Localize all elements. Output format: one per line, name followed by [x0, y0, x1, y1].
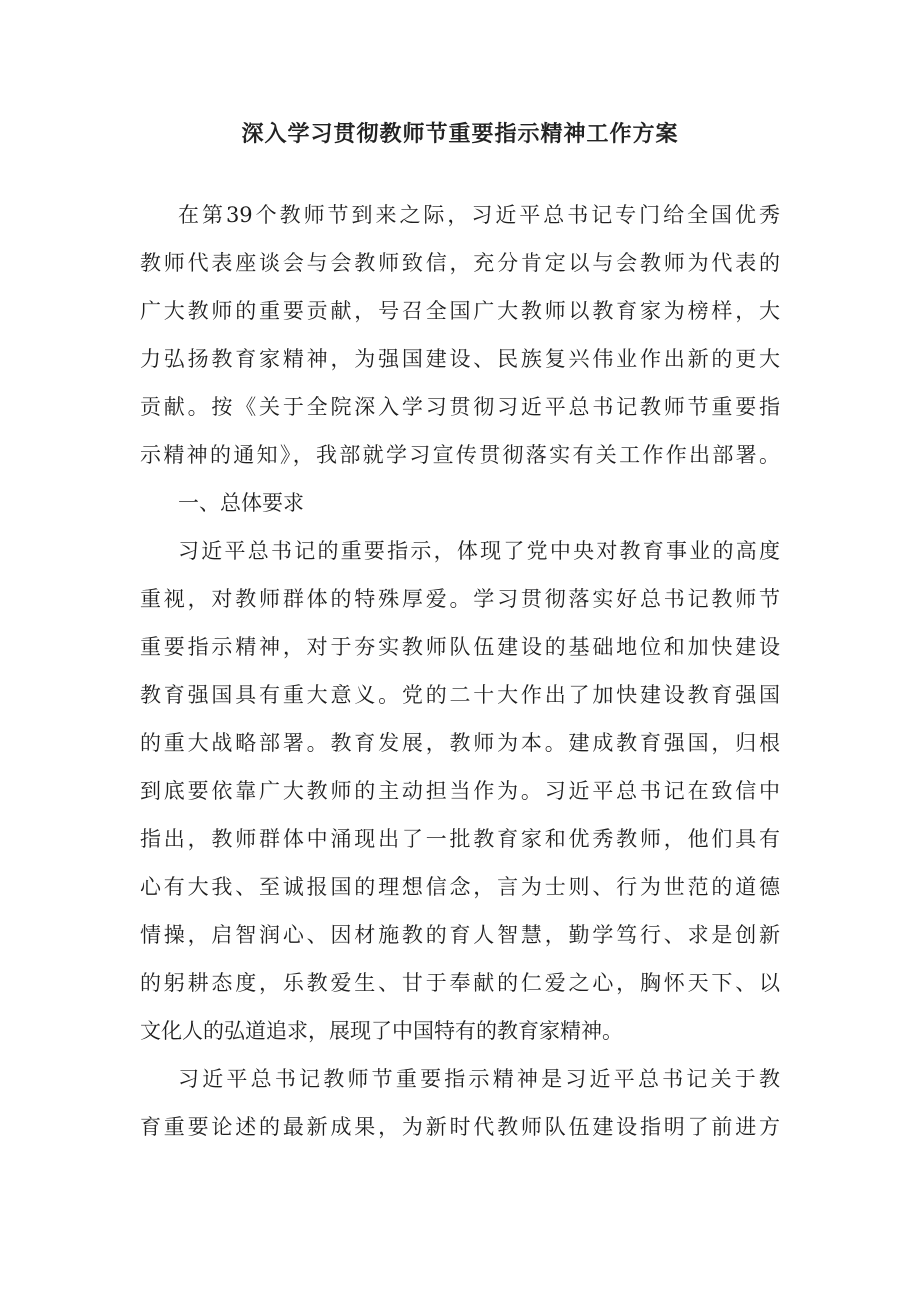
paragraph-line: 心有大我、至诚报国的理想信念，言为士则、行为世范的道德: [140, 875, 780, 899]
paragraph-line: 广大教师的重要贡献，号召全国广大教师以教育家为榜样，大: [140, 299, 780, 323]
paragraph-line: 教育强国具有重大意义。党的二十大作出了加快建设教育强国: [140, 683, 780, 707]
paragraph-line: 贡献。按《关于全院深入学习贯彻习近平总书记教师节重要指: [140, 395, 780, 419]
paragraph-line: 重视，对教师群体的特殊厚爱。学习贯彻落实好总书记教师节: [140, 587, 780, 611]
paragraph-line: 情操，启智润心、因材施教的育人智慧，勤学笃行、求是创新: [140, 923, 780, 947]
paragraph-line: 在第39个教师节到来之际，习近平总书记专门给全国优秀: [178, 203, 780, 227]
paragraph-line: 习近平总书记的重要指示，体现了党中央对教育事业的高度: [178, 539, 780, 563]
paragraph-line: 重要指示精神，对于夯实教师队伍建设的基础地位和加快建设: [140, 635, 780, 659]
paragraph-line: 习近平总书记教师节重要指示精神是习近平总书记关于教: [178, 1067, 780, 1091]
paragraph-line: 指出，教师群体中涌现出了一批教育家和优秀教师，他们具有: [140, 827, 780, 851]
paragraph-line: 文化人的弘道追求，展现了中国特有的教育家精神。: [140, 1019, 623, 1043]
document-title: 深入学习贯彻教师节重要指示精神工作方案: [241, 122, 679, 147]
paragraph-line: 到底要依靠广大教师的主动担当作为。习近平总书记在致信中: [140, 779, 780, 803]
paragraph-line: 育重要论述的最新成果，为新时代教师队伍建设指明了前进方: [140, 1115, 780, 1139]
paragraph-line: 力弘扬教育家精神，为强国建设、民族复兴伟业作出新的更大: [140, 347, 780, 371]
paragraph-line: 教师代表座谈会与会教师致信，充分肯定以与会教师为代表的: [140, 251, 780, 275]
section-heading: 一、总体要求: [178, 491, 304, 515]
paragraph-line: 的躬耕态度，乐教爱生、甘于奉献的仁爱之心，胸怀天下、以: [140, 971, 780, 995]
paragraph-line: 示精神的通知》，我部就学习宣传贯彻落实有关工作作出部署。: [140, 443, 780, 467]
paragraph-line: 的重大战略部署。教育发展，教师为本。建成教育强国，归根: [140, 731, 780, 755]
